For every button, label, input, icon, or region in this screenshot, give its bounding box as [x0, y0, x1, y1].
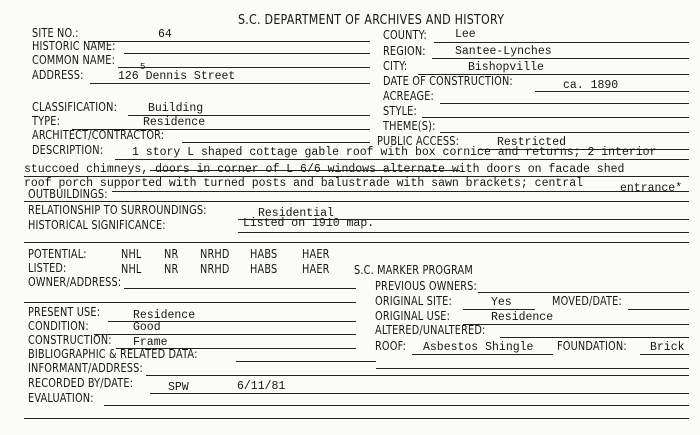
date-of-construction-line — [535, 91, 689, 92]
potential-nrhd: NRHD — [200, 246, 230, 261]
relationship-value: Residential — [258, 207, 334, 220]
type-label: TYPE: — [32, 113, 61, 128]
classification-value: Building — [148, 102, 204, 115]
common-name-label: COMMON NAME: — [32, 52, 116, 67]
historic-name-label: HISTORIC NAME: — [32, 38, 116, 53]
potential-habs: HABS — [250, 246, 278, 261]
address-label: ADDRESS: — [32, 67, 84, 82]
owner-address-label: OWNER/ADDRESS: — [28, 274, 122, 289]
acreage-label: ACREAGE: — [383, 88, 434, 103]
original-site-label: ORIGINAL SITE: — [375, 293, 452, 308]
bibliographic-line — [236, 361, 376, 362]
region-line — [432, 58, 689, 59]
altered-label: ALTERED/UNALTERED: — [375, 322, 486, 337]
roof-value: Asbestos Shingle — [423, 341, 534, 354]
county-line — [434, 42, 689, 43]
recorded-by-value: SPW — [168, 381, 189, 394]
description-line-3: roof porch supported with turned posts and balustrade with sawn brackets; central — [24, 177, 583, 190]
historical-significance-value: Listed on 1910 map. — [243, 217, 375, 230]
original-use-value: Residence — [491, 311, 554, 324]
themes-label: THEME(S): — [383, 118, 436, 133]
section-divider — [24, 242, 689, 243]
acreage-line — [440, 103, 689, 104]
outbuildings-label: OUTBUILDINGS: — [28, 186, 108, 201]
condition-label: CONDITION: — [28, 318, 89, 333]
form-title: S.C. DEPARTMENT OF ARCHIVES AND HISTORY — [238, 12, 505, 28]
region-label: REGION: — [383, 43, 426, 58]
historic-name-line — [124, 53, 370, 54]
type-value: Residence — [143, 116, 206, 129]
architect-label: ARCHITECT/CONTRACTOR: — [32, 127, 165, 142]
construction-value: Frame — [133, 336, 168, 349]
moved-date-label: MOVED/DATE: — [552, 293, 622, 308]
potential-haer: HAER — [302, 246, 330, 261]
description-line-3-end: entrance* — [620, 182, 683, 195]
county-value: Lee — [455, 28, 476, 41]
address-line — [90, 83, 370, 84]
informant-label: INFORMANT/ADDRESS: — [28, 360, 143, 375]
potential-label: POTENTIAL: — [28, 246, 87, 261]
moved-date-line — [628, 309, 689, 310]
listed-nhl: NHL — [121, 261, 142, 276]
style-line — [422, 117, 689, 118]
listed-habs: HABS — [250, 261, 278, 276]
listed-label: LISTED: — [28, 260, 67, 275]
roof-line — [412, 354, 553, 355]
common-name-line — [118, 67, 370, 68]
listed-nrhd: NRHD — [200, 261, 230, 276]
marker-program-label: S.C. MARKER PROGRAM — [354, 262, 473, 277]
potential-nhl: NHL — [121, 246, 142, 261]
original-use-line — [463, 324, 689, 325]
foundation-line — [640, 354, 689, 355]
original-site-line — [463, 309, 535, 310]
informant-line — [146, 375, 689, 376]
recorded-by-line — [150, 393, 689, 394]
city-value: Bishopville — [468, 61, 544, 74]
evaluation-line — [104, 405, 689, 406]
site-no-label: SITE NO.: — [32, 25, 79, 40]
site-no-line — [88, 41, 370, 42]
recorded-by-label: RECORDED BY/DATE: — [28, 375, 134, 390]
city-label: CITY: — [383, 58, 408, 73]
public-access-value: Restricted — [497, 136, 567, 149]
date-of-construction-label: DATE OF CONSTRUCTION: — [383, 73, 513, 88]
themes-line — [440, 132, 689, 133]
style-label: STYLE: — [383, 103, 417, 118]
evaluation-label: EVALUATION: — [28, 390, 94, 405]
condition-value: Good — [133, 321, 161, 334]
condition-line — [94, 334, 356, 335]
description-label: DESCRIPTION: — [32, 142, 104, 157]
region-value: Santee-Lynches — [455, 45, 552, 58]
description-strike — [150, 170, 460, 171]
public-access-label: PUBLIC ACCESS: — [377, 133, 460, 148]
site-no-value: 64 — [158, 28, 172, 41]
outbuildings-line — [112, 191, 689, 192]
bibliographic-rule — [376, 368, 689, 369]
original-site-value: Yes — [491, 296, 512, 309]
construction-label: CONSTRUCTION: — [28, 332, 112, 347]
owner-address-rule — [24, 302, 356, 303]
roof-label: ROOF: — [375, 338, 407, 353]
listed-haer: HAER — [302, 261, 330, 276]
previous-owners-label: PREVIOUS OWNERS: — [375, 278, 477, 293]
evaluation-rule — [24, 418, 689, 419]
foundation-value: Brick — [650, 341, 685, 354]
relationship-label: RELATIONSHIP TO SURROUNDINGS: — [28, 202, 207, 217]
description-line-2: stuccoed chimneys, doors in corner of L 6/6 windows alternate with doors on facade shed — [24, 163, 625, 176]
listed-nr: NR — [164, 261, 179, 276]
description-rule-1 — [115, 159, 689, 160]
recorded-date-value: 6/11/81 — [237, 380, 286, 393]
bibliographic-label: BIBLIOGRAPHIC & RELATED DATA: — [28, 346, 198, 361]
foundation-label: FOUNDATION: — [557, 338, 627, 353]
architect-line — [182, 142, 370, 143]
date-of-construction-value: ca. 1890 — [563, 79, 619, 92]
potential-nr: NR — [164, 246, 179, 261]
present-use-value: Residence — [133, 309, 196, 322]
address-value: 126 Dennis Street — [118, 70, 236, 83]
historical-significance-line — [238, 232, 689, 233]
description-line-1: 1 story L shaped cottage gable roof with box cornice and returns; 2 interior — [132, 146, 657, 159]
classification-label: CLASSIFICATION: — [32, 99, 118, 114]
owner-address-line — [124, 288, 356, 289]
present-use-label: PRESENT USE: — [28, 304, 101, 319]
address-mark: 5 — [140, 62, 146, 72]
original-use-label: ORIGINAL USE: — [375, 308, 451, 323]
county-label: COUNTY: — [383, 27, 427, 42]
historical-significance-label: HISTORICAL SIGNIFICANCE: — [28, 217, 166, 232]
